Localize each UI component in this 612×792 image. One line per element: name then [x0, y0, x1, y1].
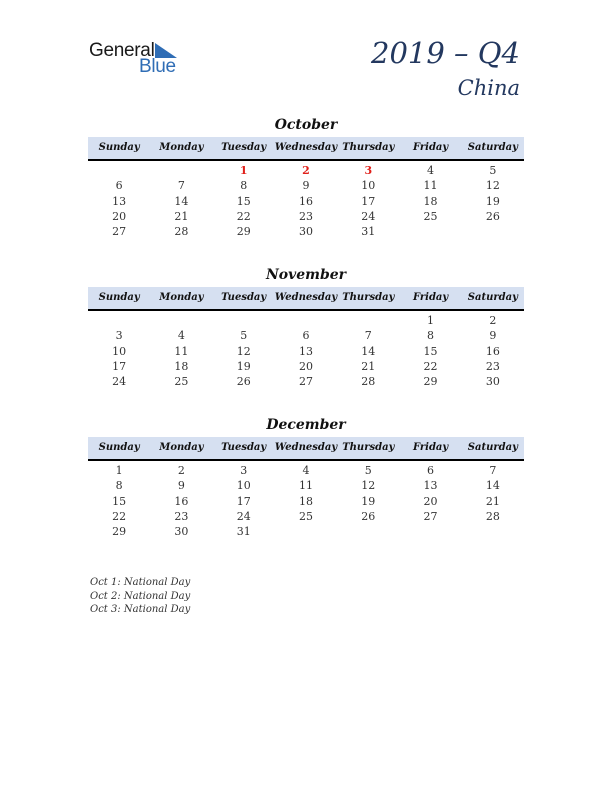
day-cell: 7 — [364, 329, 372, 343]
day-cell: 19 — [485, 194, 500, 208]
day-cell: 23 — [485, 359, 500, 373]
weekday-label: Saturday — [467, 292, 518, 303]
week-row — [88, 313, 524, 328]
day-cell: 30 — [174, 525, 189, 539]
day-cell: 24 — [236, 509, 251, 523]
weekday-label: Monday — [159, 292, 204, 303]
day-cell: 12 — [236, 344, 251, 358]
day-cell: 28 — [361, 375, 376, 389]
day-cell: 29 — [112, 525, 127, 539]
week-row — [88, 209, 524, 224]
day-cell: 11 — [174, 344, 189, 358]
weekday-label: Monday — [159, 142, 204, 153]
empty-day-cell — [150, 313, 212, 328]
day-cell: 13 — [423, 479, 438, 493]
day-cell: 3 — [240, 464, 248, 477]
empty-day-cell — [462, 224, 524, 239]
week-row — [88, 359, 524, 374]
weekday-label: Thursday — [342, 292, 395, 303]
day-cell: 1 — [239, 164, 248, 177]
month-december — [88, 416, 524, 539]
empty-day-cell — [337, 313, 399, 328]
day-cell: 14 — [361, 344, 376, 358]
day-cell: 7 — [489, 464, 497, 477]
week-row — [88, 344, 524, 359]
week-row — [88, 374, 524, 389]
day-cell: 4 — [177, 329, 185, 343]
day-cell: 2 — [489, 314, 497, 327]
day-cell: 7 — [177, 179, 185, 193]
day-cell: 11 — [423, 179, 438, 193]
day-cell: 10 — [236, 479, 251, 493]
day-cell: 9 — [489, 329, 497, 343]
weekday-label: Friday — [412, 442, 449, 453]
day-cell: 28 — [485, 509, 500, 523]
month-title: October — [274, 117, 338, 133]
weekday-label: Wednesday — [274, 442, 338, 453]
weekday-label: Tuesday — [221, 142, 267, 153]
empty-day-cell — [399, 524, 461, 539]
day-cell: 20 — [298, 359, 313, 373]
day-cell: 27 — [423, 509, 438, 523]
day-cell: 14 — [174, 194, 189, 208]
day-cell: 22 — [236, 209, 251, 223]
day-cell: 23 — [174, 509, 189, 523]
weekday-header — [88, 287, 524, 311]
day-cell: 14 — [485, 479, 500, 493]
month-title: November — [265, 267, 347, 283]
holiday-notes — [90, 576, 190, 617]
weekday-label: Saturday — [467, 442, 518, 453]
month-november — [88, 266, 524, 389]
day-cell: 2 — [302, 164, 310, 177]
empty-day-cell — [213, 313, 275, 328]
day-cell: 13 — [112, 194, 127, 208]
day-cell: 25 — [298, 509, 313, 523]
day-cell: 24 — [112, 375, 127, 389]
holiday-note: Oct 3: National Day — [90, 604, 191, 615]
day-cell: 6 — [115, 179, 123, 193]
day-cell: 19 — [236, 359, 251, 373]
day-cell: 29 — [236, 225, 251, 239]
weekday-label: Friday — [412, 292, 449, 303]
weekday-label: Wednesday — [274, 292, 338, 303]
day-cell: 22 — [112, 509, 127, 523]
empty-day-cell — [150, 163, 212, 178]
day-cell: 4 — [302, 464, 310, 477]
weekday-label: Sunday — [98, 442, 140, 453]
day-cell: 4 — [427, 164, 435, 177]
holiday-note: Oct 2: National Day — [90, 590, 191, 602]
week-row — [88, 494, 524, 509]
holiday-note: Oct 1: National Day — [90, 577, 191, 588]
country-name: China — [457, 76, 520, 100]
empty-day-cell — [275, 524, 337, 539]
empty-day-cell — [275, 313, 337, 328]
day-cell: 18 — [423, 194, 438, 208]
empty-day-cell — [88, 313, 150, 328]
day-cell: 6 — [302, 329, 310, 343]
day-cell: 9 — [302, 179, 310, 193]
day-cell: 16 — [485, 344, 500, 358]
week-row — [88, 178, 524, 193]
week-row — [88, 163, 524, 178]
day-cell: 5 — [240, 329, 248, 343]
weekday-label: Sunday — [98, 142, 140, 153]
day-cell: 13 — [298, 344, 313, 358]
day-cell: 26 — [236, 375, 251, 389]
weekday-label: Wednesday — [274, 142, 338, 153]
day-cell: 3 — [364, 164, 373, 177]
week-row — [88, 194, 524, 209]
day-cell: 21 — [174, 209, 189, 223]
day-cell: 22 — [423, 359, 438, 373]
weekday-label: Thursday — [342, 142, 395, 153]
day-cell: 9 — [177, 479, 185, 493]
week-row — [88, 328, 524, 343]
day-cell: 21 — [485, 494, 500, 508]
day-cell: 26 — [485, 209, 500, 223]
day-cell: 8 — [115, 479, 123, 493]
day-cell: 10 — [361, 179, 376, 193]
day-cell: 17 — [361, 194, 376, 208]
day-cell: 10 — [112, 344, 127, 358]
day-cell: 18 — [298, 494, 313, 508]
day-cell: 23 — [298, 209, 313, 223]
empty-day-cell — [337, 524, 399, 539]
day-cell: 11 — [298, 479, 313, 493]
day-cell: 6 — [427, 464, 435, 477]
day-cell: 5 — [364, 464, 372, 477]
day-cell: 16 — [174, 494, 189, 508]
day-cell: 20 — [423, 494, 438, 508]
day-cell: 15 — [236, 194, 251, 208]
weekday-header — [88, 137, 524, 161]
week-row — [88, 224, 524, 239]
day-cell: 17 — [236, 494, 251, 508]
day-cell: 26 — [361, 509, 376, 523]
weekday-label: Tuesday — [221, 292, 267, 303]
day-cell: 30 — [485, 375, 500, 389]
day-cell: 30 — [298, 225, 313, 239]
day-cell: 21 — [361, 359, 376, 373]
day-cell: 12 — [485, 179, 500, 193]
day-cell: 27 — [112, 225, 127, 239]
day-cell: 17 — [112, 359, 127, 373]
logo-general-text: General — [89, 40, 155, 61]
day-cell: 1 — [427, 314, 435, 327]
day-cell: 1 — [115, 464, 123, 477]
weekday-label: Friday — [412, 142, 449, 153]
day-cell: 19 — [361, 494, 376, 508]
day-cell: 31 — [361, 225, 376, 239]
day-cell: 20 — [112, 209, 127, 223]
day-cell: 12 — [361, 479, 376, 493]
weekday-label: Monday — [159, 442, 204, 453]
empty-day-cell — [462, 524, 524, 539]
week-row — [88, 509, 524, 524]
week-row — [88, 478, 524, 493]
day-cell: 31 — [236, 525, 251, 539]
empty-day-cell — [399, 224, 461, 239]
week-row — [88, 524, 524, 539]
day-cell: 18 — [174, 359, 189, 373]
day-cell: 29 — [423, 375, 438, 389]
week-row — [88, 463, 524, 478]
day-cell: 15 — [112, 494, 127, 508]
empty-day-cell — [88, 163, 150, 178]
day-cell: 27 — [298, 375, 313, 389]
generalblue-logo — [89, 40, 189, 76]
weekday-label: Tuesday — [221, 442, 267, 453]
day-cell: 25 — [174, 375, 189, 389]
page-title: 2019 – Q4 — [371, 36, 520, 70]
weekday-label: Saturday — [467, 142, 518, 153]
day-cell: 25 — [423, 209, 438, 223]
day-cell: 28 — [174, 225, 189, 239]
day-cell: 24 — [361, 209, 376, 223]
weekday-header — [88, 437, 524, 461]
logo-blue-text: Blue — [139, 56, 176, 77]
month-october — [88, 116, 524, 239]
day-cell: 2 — [177, 464, 185, 477]
month-title: December — [266, 417, 346, 433]
day-cell: 3 — [115, 329, 123, 343]
day-cell: 5 — [489, 164, 497, 177]
day-cell: 8 — [427, 329, 435, 343]
day-cell: 15 — [423, 344, 438, 358]
day-cell: 16 — [298, 194, 313, 208]
weekday-label: Sunday — [98, 292, 140, 303]
weekday-label: Thursday — [342, 442, 395, 453]
day-cell: 8 — [240, 179, 248, 193]
